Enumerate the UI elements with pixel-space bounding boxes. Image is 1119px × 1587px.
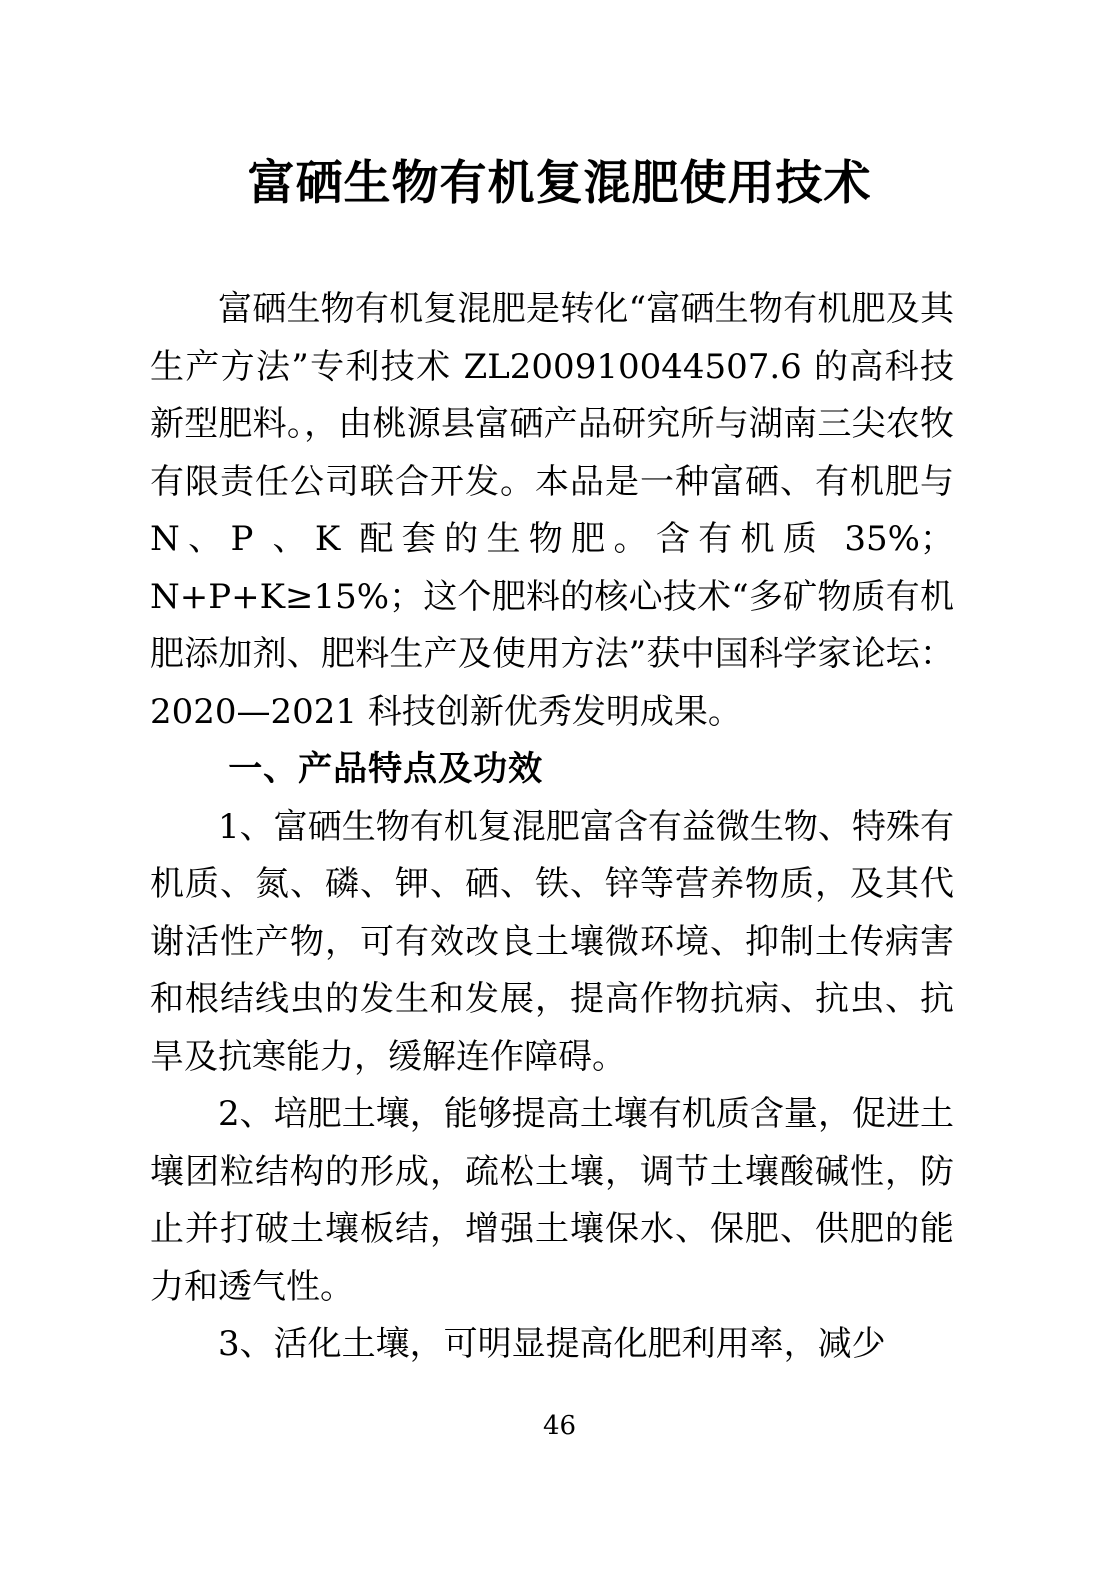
feature-paragraph-1: 1、富硒生物有机复混肥富含有益微生物、特殊有机质、氮、磷、钾、硒、铁、锌等营养物质，及其代谢活性产物，可有效改良土壤微环境、抑制土传病害和根结线虫的发生和发展，提高作物抗病、抗虫、抗旱及抗寒能力，缓解连作障碍。	[150, 806, 954, 1077]
page-number: 46	[542, 1411, 577, 1441]
document-body	[150, 281, 954, 1374]
section-heading: 一、产品特点及功效	[228, 749, 544, 789]
intro-paragraph: 富硒生物有机复混肥是转化“富硒生物有机肥及其生产方法”专利技术 ZL200910044507.6 的高科技新型肥料。，由桃源县富硒产品研究所与湖南三尖农牧有限责任公司联合开发。本品是一种富硒、有机肥与 N、P 、K 配套的生物肥。含有机质 35%；N+P+K≥15%；这个肥料的核心技术“多矿物质有机肥添加剂、肥料生产及使用方法”获中国科学家论坛：2020—2021 科技创新优秀发明成果。	[150, 289, 954, 732]
page-title: 富硒生物有机复混肥使用技术	[247, 156, 872, 211]
feature-paragraph-3: 3、活化土壤，可明显提高化肥利用率，减少	[218, 1324, 886, 1364]
feature-paragraph-2: 2、培肥土壤，能够提高土壤有机质含量，促进土壤团粒结构的形成，疏松土壤，调节土壤酸碱性，防止并打破土壤板结，增强土壤保水、保肥、供肥的能力和透气性。	[150, 1094, 954, 1307]
